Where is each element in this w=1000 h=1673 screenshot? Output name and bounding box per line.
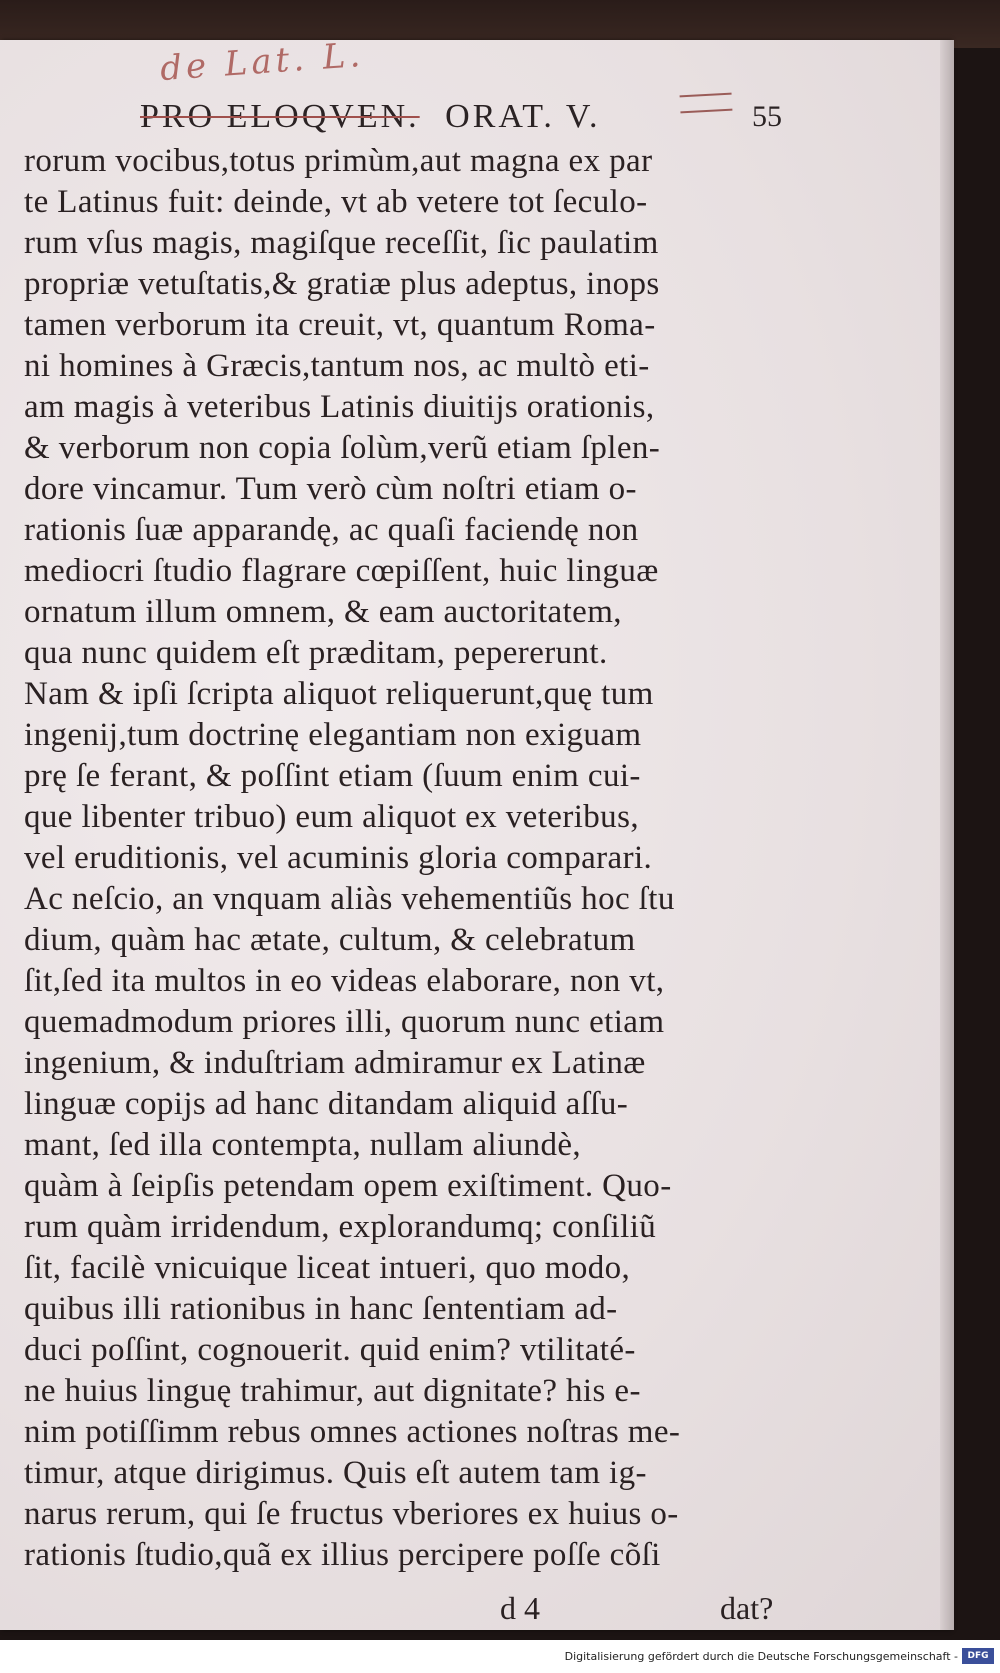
text-line: ingenij,tum doctrinę elegantiam non exiguam — [24, 717, 642, 753]
text-line: ne huius linguę trahimur, aut dignitate? his e- — [24, 1373, 641, 1409]
text-line: dore vincamur. Tum verò cùm noſtri etiam o- — [24, 471, 637, 507]
footer-credit: Digitalisierung gefördert durch die Deutsche Forschungsgemeinschaft - — [564, 1650, 958, 1663]
body-text — [24, 141, 794, 1576]
text-line: dium, quàm hac ætate, cultum, & celebratum — [24, 922, 636, 958]
text-line: que libenter tribuo) eum aliquot ex veteribus, — [24, 799, 639, 835]
catchword: dat? — [720, 1590, 774, 1626]
running-head-title: PRO ELOQVEN. — [140, 98, 420, 135]
text-line: vel eruditionis, vel acuminis gloria comparari. — [24, 840, 653, 876]
text-line: ingenium, & induſtriam admiramur ex Latinæ — [24, 1045, 646, 1081]
text-line: ſit,ſed ita multos in eo videas elaborare, non vt, — [24, 963, 665, 999]
handwritten-annotation: de Lat. L. — [158, 34, 366, 90]
text-line: mant, ſed illa contempta, nullam aliundè, — [24, 1127, 582, 1163]
text-line: duci poſſint, cognouerit. quid enim? vtilitaté- — [24, 1332, 636, 1368]
text-line: rorum vocibus,totus primùm,aut magna ex par — [24, 143, 653, 179]
text-line: & verborum non copia ſolùm,verũ etiam ſplen- — [24, 430, 661, 466]
text-line: rum quàm irridendum, explorandumq; conſiliũ — [24, 1209, 657, 1245]
text-line: qua nunc quidem eſt præditam, pepererunt. — [24, 635, 608, 671]
text-line: ornatum illum omnem, & eam auctoritatem, — [24, 594, 622, 630]
text-line: quibus illi rationibus in hanc ſententiam ad- — [24, 1291, 618, 1327]
page-edge — [940, 40, 954, 1630]
text-line: ni homines à Græcis,tantum nos, ac multò eti- — [24, 348, 650, 384]
text-line: mediocri ſtudio flagrare cœpiſſent, huic linguæ — [24, 553, 659, 589]
running-head-oration: ORAT. V. — [445, 98, 601, 135]
dfg-logo: DFG — [962, 1648, 994, 1664]
text-line: rum vſus magis, magiſque receſſit, ſic paulatim — [24, 225, 659, 261]
page-number: 55 — [752, 100, 782, 133]
pen-mark — [680, 93, 733, 114]
text-line: timur, atque dirigimus. Quis eſt autem tam ig- — [24, 1455, 647, 1491]
text-line: rationis ſtudio,quã ex illius percipere poſſe cõſi — [24, 1537, 661, 1573]
text-line: te Latinus fuit: deinde, vt ab vetere tot ſeculo- — [24, 184, 648, 220]
text-line: quemadmodum priores illi, quorum nunc etiam — [24, 1004, 665, 1040]
text-line: Nam & ipſi ſcripta aliquot reliquerunt,quę tum — [24, 676, 654, 712]
text-line: quàm à ſeipſis petendam opem exiſtiment. Quo- — [24, 1168, 672, 1204]
signature-mark: d 4 — [500, 1590, 540, 1626]
footer-bar — [0, 1640, 1000, 1673]
text-line: tamen verborum ita creuit, vt, quantum Roma- — [24, 307, 656, 343]
text-line: rationis ſuæ apparandę, ac quaſi faciendę non — [24, 512, 639, 548]
text-line: nim potiſſimm rebus omnes actiones noſtras me- — [24, 1414, 681, 1450]
text-line: linguæ copijs ad hanc ditandam aliquid aſſu- — [24, 1086, 629, 1122]
text-line: prę ſe ferant, & poſſint etiam (ſuum enim cui- — [24, 758, 641, 794]
text-line: Ac neſcio, an vnquam aliàs vehementiũs hoc ſtu — [24, 881, 675, 917]
text-line: ſit, facilè vnicuique liceat intueri, quo modo, — [24, 1250, 631, 1286]
text-line: propriæ vetuſtatis,& gratiæ plus adeptus, inops — [24, 266, 660, 302]
text-line: narus rerum, qui ſe fructus vberiores ex huius o- — [24, 1496, 679, 1532]
text-line: am magis à veteribus Latinis diuitijs orationis, — [24, 389, 655, 425]
